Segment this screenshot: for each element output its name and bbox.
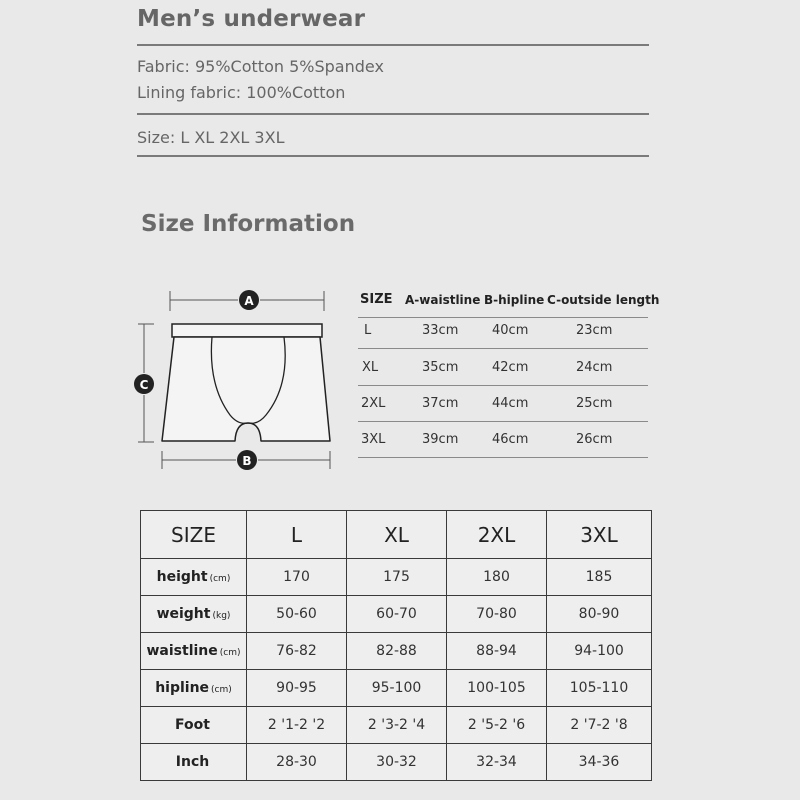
svg-text:B: B xyxy=(242,454,252,468)
table-cell: 95-100 xyxy=(347,670,447,707)
table-cell: 82-88 xyxy=(347,633,447,670)
page-title: Men’s underwear xyxy=(137,6,366,32)
table-row xyxy=(358,422,648,458)
table-cell: 94-100 xyxy=(547,633,652,670)
row-label: Foot xyxy=(141,707,247,744)
divider xyxy=(137,113,649,115)
table-header-row xyxy=(141,511,652,559)
row-size: XL xyxy=(362,360,379,375)
row-outside-length: 24cm xyxy=(576,360,613,375)
table-row xyxy=(358,386,648,422)
header-waistline: A-waistline xyxy=(405,293,481,307)
table-row xyxy=(141,707,652,744)
underwear-diagram xyxy=(130,285,340,475)
table-cell: 50-60 xyxy=(247,596,347,633)
table-cell: 28-30 xyxy=(247,744,347,781)
table-row xyxy=(141,559,652,596)
section-title: Size Information xyxy=(141,211,356,237)
row-label: hipline (cm) xyxy=(141,670,247,707)
lining-info: Lining fabric: 100%Cotton xyxy=(137,83,346,102)
table-cell: 88-94 xyxy=(447,633,547,670)
header-l: L xyxy=(247,511,347,559)
size-info: Size: L XL 2XL 3XL xyxy=(137,128,285,147)
table-cell: 185 xyxy=(547,559,652,596)
row-label: weight (kg) xyxy=(141,596,247,633)
table-cell: 2 '1-2 '2 xyxy=(247,707,347,744)
table-cell: 175 xyxy=(347,559,447,596)
table-cell: 2 '7-2 '8 xyxy=(547,707,652,744)
row-label: Inch xyxy=(141,744,247,781)
table-cell: 2 '3-2 '4 xyxy=(347,707,447,744)
table-row xyxy=(141,633,652,670)
table-cell: 90-95 xyxy=(247,670,347,707)
header-2xl: 2XL xyxy=(447,511,547,559)
header-outside-length: C-outside length xyxy=(547,293,660,307)
table-cell: 70-80 xyxy=(447,596,547,633)
row-outside-length: 26cm xyxy=(576,432,613,447)
table-row xyxy=(358,350,648,386)
row-hipline: 42cm xyxy=(492,360,529,375)
divider xyxy=(137,155,649,157)
header-3xl: 3XL xyxy=(547,511,652,559)
row-outside-length: 23cm xyxy=(576,323,613,338)
table-cell: 100-105 xyxy=(447,670,547,707)
row-outside-length: 25cm xyxy=(576,396,613,411)
dimension-a-marker xyxy=(239,290,259,310)
dimension-c-marker xyxy=(134,374,154,394)
table-cell: 170 xyxy=(247,559,347,596)
row-hipline: 40cm xyxy=(492,323,529,338)
table-cell: 180 xyxy=(447,559,547,596)
row-waistline: 39cm xyxy=(422,432,459,447)
svg-text:A: A xyxy=(244,294,254,308)
table-cell: 34-36 xyxy=(547,744,652,781)
svg-text:C: C xyxy=(139,378,149,392)
fabric-info: Fabric: 95%Cotton 5%Spandex xyxy=(137,57,384,76)
table-cell: 32-34 xyxy=(447,744,547,781)
table-row xyxy=(141,744,652,781)
table-row xyxy=(141,596,652,633)
row-size: 3XL xyxy=(361,432,386,447)
row-label: height (cm) xyxy=(141,559,247,596)
row-size: L xyxy=(364,323,372,338)
row-waistline: 33cm xyxy=(422,323,459,338)
header-size: SIZE xyxy=(141,511,247,559)
table-cell: 80-90 xyxy=(547,596,652,633)
header-size: SIZE xyxy=(360,292,393,307)
table-cell: 105-110 xyxy=(547,670,652,707)
table-cell: 76-82 xyxy=(247,633,347,670)
size-fit-table xyxy=(140,510,652,781)
table-row xyxy=(141,670,652,707)
row-size: 2XL xyxy=(361,396,386,411)
header-hipline: B-hipline xyxy=(484,293,545,307)
row-waistline: 37cm xyxy=(422,396,459,411)
row-hipline: 46cm xyxy=(492,432,529,447)
table-cell: 2 '5-2 '6 xyxy=(447,707,547,744)
divider xyxy=(137,44,649,46)
table-row xyxy=(358,313,648,349)
row-hipline: 44cm xyxy=(492,396,529,411)
table-cell: 60-70 xyxy=(347,596,447,633)
dimension-b-marker xyxy=(237,450,257,470)
header-xl: XL xyxy=(347,511,447,559)
row-label: waistline (cm) xyxy=(141,633,247,670)
table-cell: 30-32 xyxy=(347,744,447,781)
row-waistline: 35cm xyxy=(422,360,459,375)
